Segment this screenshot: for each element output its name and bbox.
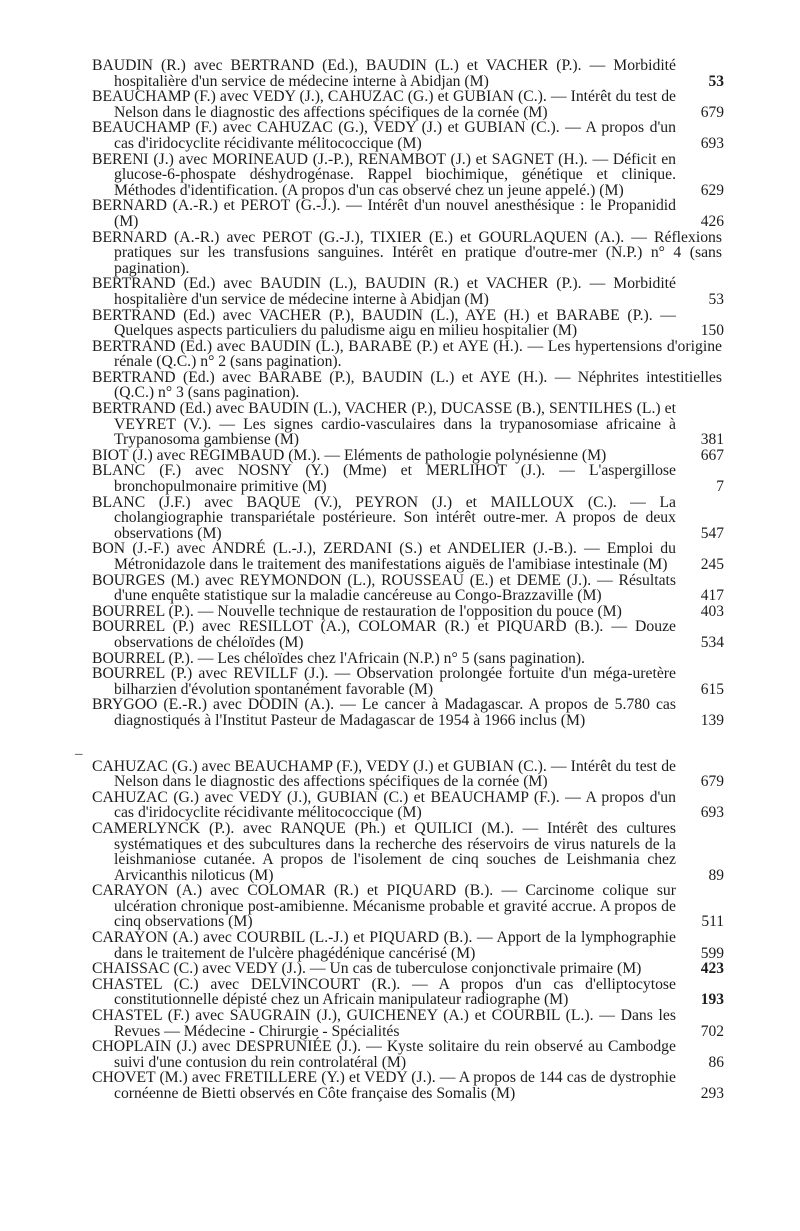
entry-text: CARAYON (A.) avec COURBIL (L.-J.) et PIQUARD (B.). — Apport de la lymphographie dans le traitement de l'ulcère phagédénique cancérisé (M) — [92, 929, 676, 962]
index-entry — [92, 541, 722, 572]
entry-text: BERTRAND (Ed.) avec BARABE (P.), BAUDIN (L.) et AYE (H.). — Néphrites intestitielles (Q.C.) n° 3 (sans pagination). — [92, 368, 722, 402]
page-number: 511 — [701, 913, 724, 931]
index-entry — [92, 58, 722, 89]
entry-text: BOURREL (P.) avec REVILLF (J.). — Observation prolongée fortuite d'un méga-uretère bilharzien d'évolution spontanément favorable (M) — [92, 665, 676, 698]
entry-text: BLANC (J.F.) avec BAQUE (V.), PEYRON (J.) et MAILLOUX (C.). — La cholangiographie transpariétale postérieure. Son intérêt outre-mer. A propos de deux observations (M) — [92, 493, 676, 542]
page-number: 679 — [700, 103, 724, 121]
entry-text: CAHUZAC (G.) avec VEDY (J.), GUBIAN (C.) et BEAUCHAMP (F.). — A propos d'un cas d'iridocyclite récidivante mélitococcique (M) — [92, 788, 676, 822]
page-number: 599 — [700, 944, 724, 962]
page-number: 534 — [700, 633, 724, 651]
entry-text: BOURGES (M.) avec REYMONDON (L.), ROUSSEAU (E.) et DEME (J.). — Résultats d'une enquête statistique sur la maladie cancéreuse au Congo-Brazzaville (M) — [92, 571, 676, 605]
entry-text: CARAYON (A.) avec COLOMAR (R.) et PIQUARD (B.). — Carcinome colique sur ulcération chronique post-amibienne. Mécanisme probable et gravité accrue. A propos de cinq observations (M) — [92, 882, 676, 931]
page-number: 245 — [700, 556, 724, 573]
index-entry — [92, 276, 722, 307]
page-number: 679 — [700, 773, 724, 791]
entry-text: CAMERLYNCK (P.). avec RANQUE (Ph.) et QUILICI (M.). — Intérêt des cultures systématiques et des subcultures dans la recherche des réservoirs de virus naturels de la leishmaniose cutanée. A propos de l'isolement de cinq souches de Leishmania chez Arvicanthis niloticus (M) — [92, 819, 676, 884]
index-entry — [92, 1070, 722, 1101]
index-section-c — [92, 759, 722, 1102]
page-number: 150 — [700, 322, 724, 340]
section-gap — [92, 729, 722, 759]
entry-text: CAHUZAC (G.) avec BEAUCHAMP (F.), VEDY (J.) et GUBIAN (C.). — Intérêt du test de Nelson dans le diagnostic des affections spécifiques de la cornée (M) — [92, 757, 676, 791]
entry-text: CHASTEL (F.) avec SAUGRAIN (J.), GUICHENEY (A.) et COURBIL (L.). — Dans les Revues — Médecine - Chirurgie - Spécialités — [92, 1007, 676, 1040]
index-entry — [92, 198, 722, 229]
index-entry — [92, 883, 722, 930]
page-number: 629 — [700, 181, 724, 199]
entry-text: BOURREL (P.) avec RESILLOT (A.), COLOMAR (R.) et PIQUARD (B.). — Douze observations de chéloïdes (M) — [92, 618, 676, 651]
page-number: 86 — [708, 1053, 724, 1071]
index-entry — [92, 463, 722, 494]
index-entry — [92, 152, 722, 199]
entry-text: BAUDIN (R.) avec BERTRAND (Ed.), BAUDIN (L.) et VACHER (P.). — Morbidité hospitalière d'un service de médecine interne à Abidjan (M) — [92, 57, 676, 90]
page-number: 417 — [700, 587, 724, 605]
entry-text: BEAUCHAMP (F.) avec VEDY (J.), CAHUZAC (G.) et GUBIAN (C.). — Intérêt du test de Nelson dans le diagnostic des affections spécifiques de la cornée (M) — [92, 88, 676, 121]
index-entry — [92, 790, 722, 821]
index-entry — [92, 1008, 722, 1039]
entry-text: CHOPLAIN (J.) avec DESPRUNIÉE (J.). — Kyste solitaire du rein observé au Cambodge suivi d'une contusion du rein controlatéral (M) — [92, 1038, 676, 1071]
entry-text: BOURREL (P.). — Nouvelle technique de restauration de l'opposition du pouce (M) — [92, 602, 622, 620]
index-entry — [92, 230, 722, 277]
entry-text: BERENI (J.) avec MORINEAUD (J.-P.), RENAMBOT (J.) et SAGNET (H.). — Déficit en glucose-6-phospate déshydrogénase. Rappel biochimique, génétique et clinique. Méthodes d'identification. (A propos d'un cas observé chez un jeune appelé.) (M) — [92, 150, 676, 199]
index-page — [92, 58, 722, 1102]
page-number: 702 — [700, 1022, 724, 1040]
page-number: 193 — [700, 991, 724, 1009]
entry-text: BRYGOO (E.-R.) avec DODIN (A.). — Le cancer à Madagascar. A propos de 5.780 cas diagnostiqués à l'Institut Pasteur de Madagascar de 1954 à 1966 inclus (M) — [92, 696, 676, 729]
index-entry — [92, 370, 722, 401]
index-entry — [92, 89, 722, 120]
page-number: 381 — [700, 431, 724, 449]
index-entry — [92, 961, 722, 977]
margin-dash-mark: – — [75, 746, 83, 762]
page-number: 53 — [708, 72, 724, 90]
page-number: 7 — [716, 478, 724, 496]
entry-text: BERTRAND (Ed.) avec BAUDIN (L.), BARABE (P.) et AYE (H.). — Les hypertensions d'origine rénale (Q.C.) n° 2 (sans pagination). — [92, 337, 722, 371]
page-number: 693 — [700, 804, 724, 822]
index-entry — [92, 697, 722, 728]
entry-text: CHASTEL (C.) avec DELVINCOURT (R.). — A propos d'un cas d'elliptocytose constitutionnelle dépisté chez un Africain manipulateur radiographe (M) — [92, 975, 676, 1009]
entry-text: BERTRAND (Ed.) avec BAUDIN (L.), VACHER (P.), DUCASSE (B.), SENTILHES (L.) et VEYRET (V.). — Les signes cardio-vasculaires dans la trypanosomiase africaine à Trypanosoma gambiense (M) — [92, 400, 676, 449]
index-entry — [92, 619, 722, 650]
page-number: 403 — [700, 602, 724, 620]
page-number: 547 — [700, 524, 724, 542]
page-number: 426 — [700, 212, 724, 230]
index-entry — [92, 977, 722, 1008]
index-entry — [92, 339, 722, 370]
entry-text: CHAISSAC (C.) avec VEDY (J.). — Un cas de tuberculose conjonctivale primaire (M) — [92, 960, 642, 978]
entry-text: BERNARD (A.-R.) avec PEROT (G.-J.), TIXIER (E.) et GOURLAQUEN (A.). — Réflexions pratiques sur les transfusions sanguines. Intérêt en pratique d'outre-mer (N.P.) n° 4 (sans pagination). — [92, 228, 722, 277]
index-entry — [92, 666, 722, 697]
entry-text: BIOT (J.) avec REGIMBAUD (M.). — Eléments de pathologie polynésienne (M) — [92, 446, 607, 464]
page-number: 615 — [700, 680, 724, 698]
page-number: 693 — [700, 134, 724, 152]
index-entry — [92, 930, 722, 961]
entry-text: BEAUCHAMP (F.) avec CAHUZAC (G.), VEDY (J.) et GUBIAN (C.). — A propos d'un cas d'iridocyclite récidivante mélitococcique (M) — [92, 119, 676, 152]
entry-text: CHOVET (M.) avec FRETILLERE (Y.) et VEDY (J.). — A propos de 144 cas de dystrophie cornéenne de Bietti observés en Côte française des Somalis (M) — [92, 1069, 676, 1102]
entry-text: BLANC (F.) avec NOSNY (Y.) (Mme) et MERLIHOT (J.). — L'aspergillose bronchopulmonaire primitive (M) — [92, 462, 676, 496]
index-entry — [92, 821, 722, 883]
index-entry — [92, 401, 722, 448]
entry-text: BOURREL (P.). — Les chéloïdes chez l'Africain (N.P.) n° 5 (sans pagination). — [92, 649, 585, 667]
page-number: 53 — [708, 290, 724, 308]
index-section-b — [92, 58, 722, 729]
page-number: 139 — [700, 711, 724, 729]
index-entry — [92, 604, 722, 620]
index-entry — [92, 308, 722, 339]
index-entry — [92, 1039, 722, 1070]
page-number: 293 — [700, 1085, 724, 1102]
index-entry — [92, 448, 722, 464]
page-number: 667 — [700, 446, 724, 464]
index-entry — [92, 120, 722, 151]
entry-text: BERNARD (A.-R.) et PEROT (G.-J.). — Intérêt d'un nouvel anesthésique : le Propanidid (M) — [92, 197, 676, 230]
page-number: 89 — [708, 866, 724, 884]
entry-text: BON (J.-F.) avec ANDRÉ (L.-J.), ZERDANI (S.) et ANDELIER (J.-B.). — Emploi du Métronidazole dans le traitement des manifestations aiguës de l'amibiase intestinale (M) — [92, 540, 676, 573]
index-entry — [92, 651, 722, 667]
index-entry — [92, 759, 722, 790]
entry-text: BERTRAND (Ed.) avec BAUDIN (L.), BAUDIN (R.) et VACHER (P.). — Morbidité hospitalière d'un service de médecine interne à Abidjan (M) — [92, 275, 676, 308]
page-number: 423 — [700, 960, 724, 978]
index-entry — [92, 573, 722, 604]
entry-text: BERTRAND (Ed.) avec VACHER (P.), BAUDIN (L.), AYE (H.) et BARABE (P.). — Quelques aspects particuliers du paludisme aigu en milieu hospitalier (M) — [92, 306, 676, 340]
index-entry — [92, 495, 722, 542]
